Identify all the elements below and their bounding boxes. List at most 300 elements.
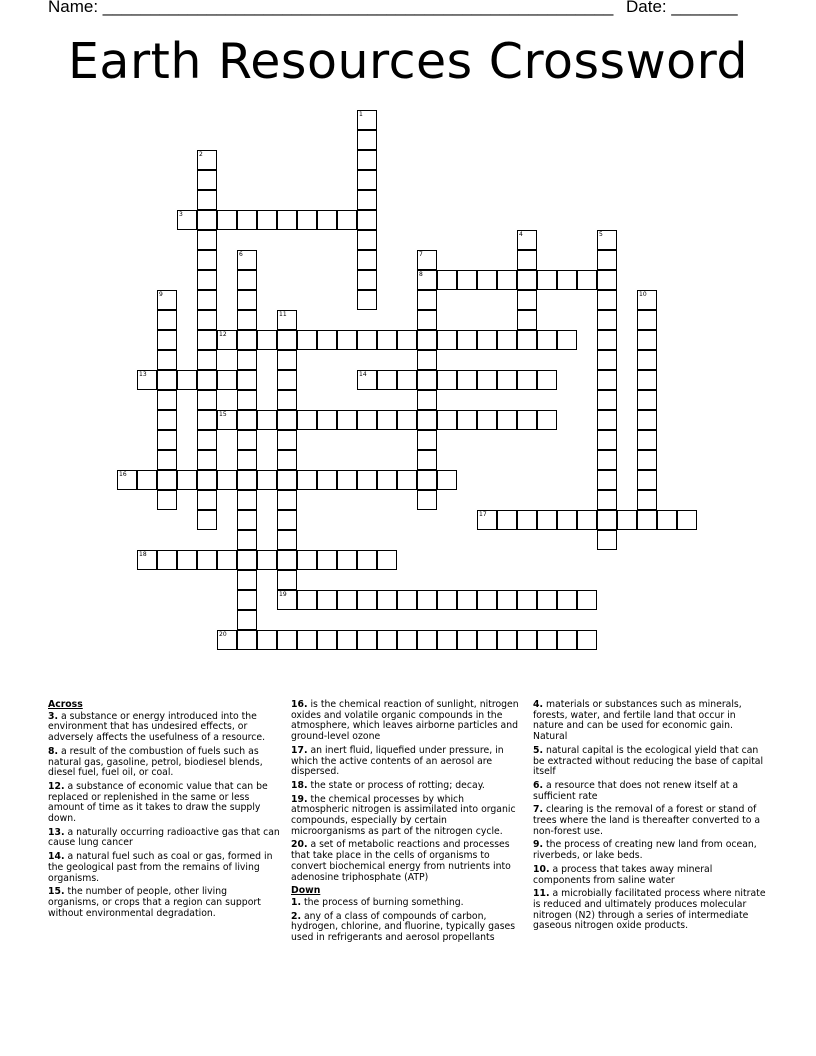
grid-cell[interactable]	[217, 210, 237, 230]
grid-cell[interactable]	[637, 370, 657, 390]
grid-cell[interactable]	[537, 410, 557, 430]
grid-cell[interactable]	[537, 630, 557, 650]
grid-cell[interactable]	[597, 230, 617, 250]
grid-cell[interactable]	[517, 590, 537, 610]
clue-number: 18	[139, 551, 147, 558]
grid-cell[interactable]	[557, 590, 577, 610]
grid-cell[interactable]	[337, 590, 357, 610]
grid-cell[interactable]	[297, 590, 317, 610]
grid-cell[interactable]	[377, 630, 397, 650]
grid-cell[interactable]	[277, 450, 297, 470]
grid-cell[interactable]	[497, 410, 517, 430]
clue-number: 13	[139, 371, 147, 378]
grid-cell[interactable]	[217, 550, 237, 570]
grid-cell[interactable]	[157, 310, 177, 330]
grid-cell[interactable]	[317, 630, 337, 650]
across-heading: Across	[48, 699, 83, 710]
grid-cell[interactable]	[597, 450, 617, 470]
clue-text: is the chemical reaction of sunlight, nitrogen oxides and volatile organic compounds in the atmosphere, which leaves airborne particles and ground-level ozone	[291, 699, 519, 743]
grid-cell[interactable]	[377, 550, 397, 570]
grid-cell[interactable]	[277, 410, 297, 430]
clue-across-3	[48, 712, 280, 744]
grid-cell[interactable]	[237, 390, 257, 410]
grid-cell[interactable]	[277, 430, 297, 450]
grid-cell[interactable]	[677, 510, 697, 530]
clue-number: 19	[279, 591, 287, 598]
grid-cell[interactable]	[637, 350, 657, 370]
grid-cell[interactable]	[337, 630, 357, 650]
grid-cell[interactable]	[397, 470, 417, 490]
clue-across-13	[48, 828, 280, 849]
grid-cell[interactable]	[277, 330, 297, 350]
grid-cell[interactable]	[597, 270, 617, 290]
clue-across-14	[48, 852, 280, 884]
grid-cell[interactable]	[237, 470, 257, 490]
grid-cell[interactable]	[477, 630, 497, 650]
grid-cell[interactable]	[237, 270, 257, 290]
grid-cell[interactable]	[437, 270, 457, 290]
clue-number: 11	[279, 311, 287, 318]
grid-cell[interactable]	[237, 350, 257, 370]
grid-cell[interactable]	[237, 450, 257, 470]
grid-cell[interactable]	[197, 350, 217, 370]
grid-cell[interactable]	[597, 330, 617, 350]
grid-cell[interactable]	[597, 410, 617, 430]
grid-cell[interactable]	[157, 330, 177, 350]
grid-cell[interactable]	[477, 590, 497, 610]
clue-text: an inert fluid, liquefied under pressure, in which the active contents of an aerosol are dispersed.	[291, 744, 504, 778]
clue-text: a result of the combustion of fuels such as natural gas, gasoline, petrol, biodiesel blends, diesel fuel, fuel oil, or coal.	[48, 745, 263, 779]
clue-down-10	[533, 865, 769, 886]
grid-cell[interactable]	[617, 510, 637, 530]
clue-across-18	[291, 781, 523, 792]
grid-cell[interactable]	[237, 590, 257, 610]
grid-cell[interactable]	[197, 330, 217, 350]
grid-cell[interactable]	[177, 470, 197, 490]
grid-cell[interactable]	[417, 350, 437, 370]
grid-cell[interactable]	[357, 330, 377, 350]
grid-cell[interactable]	[417, 470, 437, 490]
grid-cell[interactable]	[437, 470, 457, 490]
clue-number: 7	[419, 251, 423, 258]
clue-down-11	[533, 889, 769, 932]
clue-text: a natural fuel such as coal or gas, formed in the geological past from the remains of living organisms.	[48, 851, 273, 884]
grid-cell[interactable]	[197, 390, 217, 410]
grid-cell[interactable]	[297, 330, 317, 350]
grid-cell[interactable]	[657, 510, 677, 530]
grid-cell[interactable]	[597, 430, 617, 450]
grid-cell[interactable]	[157, 430, 177, 450]
grid-cell[interactable]	[417, 430, 437, 450]
grid-cell[interactable]	[217, 370, 237, 390]
grid-cell[interactable]	[197, 510, 217, 530]
grid-cell[interactable]	[417, 250, 437, 270]
grid-cell[interactable]	[357, 370, 377, 390]
grid-cell[interactable]	[497, 510, 517, 530]
grid-cell[interactable]	[417, 630, 437, 650]
grid-cell[interactable]	[597, 530, 617, 550]
grid-cell[interactable]	[597, 490, 617, 510]
clue-across-20	[291, 840, 523, 883]
clue-number-label: 12.	[48, 780, 65, 792]
grid-cell[interactable]	[357, 550, 377, 570]
grid-cell[interactable]	[417, 370, 437, 390]
grid-cell[interactable]	[197, 450, 217, 470]
grid-cell[interactable]	[237, 510, 257, 530]
grid-cell[interactable]	[437, 370, 457, 390]
grid-cell[interactable]	[517, 630, 537, 650]
grid-cell[interactable]	[417, 390, 437, 410]
grid-cell[interactable]	[357, 230, 377, 250]
grid-cell[interactable]	[517, 370, 537, 390]
grid-cell[interactable]	[197, 430, 217, 450]
grid-cell[interactable]	[517, 290, 537, 310]
grid-cell[interactable]	[537, 590, 557, 610]
grid-cell[interactable]	[597, 470, 617, 490]
grid-cell[interactable]	[457, 330, 477, 350]
grid-cell[interactable]	[457, 630, 477, 650]
grid-cell[interactable]	[477, 510, 497, 530]
grid-cell[interactable]	[237, 290, 257, 310]
grid-cell[interactable]	[297, 210, 317, 230]
grid-cell[interactable]	[357, 250, 377, 270]
grid-cell[interactable]	[417, 410, 437, 430]
grid-cell[interactable]	[277, 590, 297, 610]
clues-column-2	[291, 700, 523, 947]
grid-cell[interactable]	[597, 370, 617, 390]
grid-cell[interactable]	[517, 410, 537, 430]
clue-across-15	[48, 887, 280, 919]
grid-cell[interactable]	[497, 590, 517, 610]
grid-cell[interactable]	[457, 370, 477, 390]
grid-cell[interactable]	[477, 370, 497, 390]
clue-text: a substance of economic value that can be replaced or replenished in the same or less amount of time as it takes to draw the supply down.	[48, 780, 268, 825]
grid-cell[interactable]	[357, 410, 377, 430]
grid-cell[interactable]	[257, 630, 277, 650]
grid-cell[interactable]	[157, 350, 177, 370]
grid-cell[interactable]	[637, 510, 657, 530]
grid-cell[interactable]	[337, 210, 357, 230]
grid-cell[interactable]	[157, 410, 177, 430]
grid-cell[interactable]	[557, 270, 577, 290]
grid-cell[interactable]	[517, 510, 537, 530]
grid-cell[interactable]	[277, 550, 297, 570]
grid-cell[interactable]	[137, 370, 157, 390]
date-field[interactable]: Date: _______	[626, 0, 738, 16]
grid-cell[interactable]	[497, 370, 517, 390]
clue-number: 6	[239, 251, 243, 258]
clue-number: 12	[219, 331, 227, 338]
grid-cell[interactable]	[237, 250, 257, 270]
grid-cell[interactable]	[417, 290, 437, 310]
grid-cell[interactable]	[557, 330, 577, 350]
grid-cell[interactable]	[217, 330, 237, 350]
grid-cell[interactable]	[417, 590, 437, 610]
grid-cell[interactable]	[517, 230, 537, 250]
grid-cell[interactable]	[177, 370, 197, 390]
grid-cell[interactable]	[417, 270, 437, 290]
grid-cell[interactable]	[237, 430, 257, 450]
grid-cell[interactable]	[197, 250, 217, 270]
grid-cell[interactable]	[157, 290, 177, 310]
grid-cell[interactable]	[577, 510, 597, 530]
grid-cell[interactable]	[237, 570, 257, 590]
clue-text: a set of metabolic reactions and processes that take place in the cells of organisms to convert biochemical energy from nutrients into adenosine triphosphate (ATP)	[291, 839, 511, 883]
grid-cell[interactable]	[597, 290, 617, 310]
grid-cell[interactable]	[357, 590, 377, 610]
grid-cell[interactable]	[157, 370, 177, 390]
grid-cell[interactable]	[277, 490, 297, 510]
grid-cell[interactable]	[237, 630, 257, 650]
grid-cell[interactable]	[517, 330, 537, 350]
grid-cell[interactable]	[637, 290, 657, 310]
clue-number: 2	[199, 151, 203, 158]
grid-cell[interactable]	[337, 550, 357, 570]
down-heading: Down	[291, 885, 321, 897]
grid-cell[interactable]	[357, 290, 377, 310]
clue-number-label: 11.	[533, 888, 550, 900]
grid-cell[interactable]	[277, 530, 297, 550]
grid-cell[interactable]	[237, 210, 257, 230]
grid-cell[interactable]	[457, 410, 477, 430]
grid-cell[interactable]	[637, 450, 657, 470]
grid-cell[interactable]	[497, 330, 517, 350]
grid-cell[interactable]	[277, 390, 297, 410]
grid-cell[interactable]	[437, 330, 457, 350]
clue-down-2	[291, 912, 523, 944]
clue-number: 4	[519, 231, 523, 238]
clue-number: 15	[219, 411, 227, 418]
grid-cell[interactable]	[197, 470, 217, 490]
grid-cell[interactable]	[197, 410, 217, 430]
clue-across-8	[48, 747, 280, 779]
grid-cell[interactable]	[277, 510, 297, 530]
grid-cell[interactable]	[257, 330, 277, 350]
grid-cell[interactable]	[597, 310, 617, 330]
grid-cell[interactable]	[317, 550, 337, 570]
grid-cell[interactable]	[197, 230, 217, 250]
grid-cell[interactable]	[157, 390, 177, 410]
clue-number: 20	[219, 631, 227, 638]
clue-number-label: 3.	[48, 710, 59, 722]
grid-cell[interactable]	[437, 590, 457, 610]
clues-column-3	[533, 700, 769, 935]
clue-down-4	[533, 700, 769, 743]
grid-cell[interactable]	[317, 470, 337, 490]
grid-cell[interactable]	[177, 550, 197, 570]
grid-cell[interactable]	[477, 410, 497, 430]
grid-cell[interactable]	[377, 410, 397, 430]
grid-cell[interactable]	[437, 410, 457, 430]
grid-cell[interactable]	[357, 150, 377, 170]
grid-cell[interactable]	[377, 470, 397, 490]
grid-cell[interactable]	[357, 130, 377, 150]
clues-column-1	[48, 700, 280, 922]
grid-cell[interactable]	[137, 470, 157, 490]
grid-cell[interactable]	[237, 310, 257, 330]
clue-number-label: 6.	[533, 779, 544, 791]
clue-number: 10	[639, 291, 647, 298]
grid-cell[interactable]	[317, 210, 337, 230]
grid-cell[interactable]	[217, 630, 237, 650]
grid-cell[interactable]	[257, 470, 277, 490]
grid-cell[interactable]	[157, 450, 177, 470]
clue-number: 8	[419, 271, 423, 278]
clue-text: any of a class of compounds of carbon, hydrogen, chlorine, and fluorine, typically gases used in refrigerants and aerosol propellants	[291, 910, 516, 944]
clue-text: the state or process of rotting; decay.	[307, 779, 485, 791]
grid-cell[interactable]	[297, 470, 317, 490]
clue-number-label: 19.	[291, 793, 308, 805]
grid-cell[interactable]	[637, 490, 657, 510]
clue-number-label: 17.	[291, 744, 308, 756]
grid-cell[interactable]	[317, 410, 337, 430]
grid-cell[interactable]	[597, 390, 617, 410]
clue-number-label: 20.	[291, 839, 308, 851]
clue-down-9	[533, 840, 769, 861]
grid-cell[interactable]	[157, 550, 177, 570]
grid-cell[interactable]	[577, 590, 597, 610]
grid-cell[interactable]	[137, 550, 157, 570]
grid-cell[interactable]	[257, 410, 277, 430]
grid-cell[interactable]	[197, 170, 217, 190]
name-field[interactable]: Name: ______________________________________________________	[48, 0, 614, 16]
grid-cell[interactable]	[157, 470, 177, 490]
grid-cell[interactable]	[417, 450, 437, 470]
grid-cell[interactable]	[277, 310, 297, 330]
grid-cell[interactable]	[637, 390, 657, 410]
grid-cell[interactable]	[597, 510, 617, 530]
grid-cell[interactable]	[277, 630, 297, 650]
grid-cell[interactable]	[277, 370, 297, 390]
grid-cell[interactable]	[217, 410, 237, 430]
grid-cell[interactable]	[357, 470, 377, 490]
grid-cell[interactable]	[457, 270, 477, 290]
grid-cell[interactable]	[517, 250, 537, 270]
clue-number: 16	[119, 471, 127, 478]
grid-cell[interactable]	[157, 490, 177, 510]
grid-cell[interactable]	[237, 550, 257, 570]
clue-number: 9	[159, 291, 163, 298]
grid-cell[interactable]	[317, 590, 337, 610]
grid-cell[interactable]	[417, 330, 437, 350]
grid-cell[interactable]	[637, 430, 657, 450]
grid-cell[interactable]	[357, 190, 377, 210]
grid-cell[interactable]	[437, 630, 457, 650]
grid-cell[interactable]	[637, 410, 657, 430]
clue-number: 5	[599, 231, 603, 238]
grid-cell[interactable]	[357, 630, 377, 650]
grid-cell[interactable]	[237, 330, 257, 350]
grid-cell[interactable]	[537, 510, 557, 530]
grid-cell[interactable]	[557, 510, 577, 530]
grid-cell[interactable]	[237, 410, 257, 430]
grid-cell[interactable]	[597, 250, 617, 270]
grid-cell[interactable]	[337, 410, 357, 430]
clue-text: a process that takes away mineral components from saline water	[533, 863, 713, 886]
grid-cell[interactable]	[297, 550, 317, 570]
grid-cell[interactable]	[497, 270, 517, 290]
clue-down-5	[533, 746, 769, 778]
grid-cell[interactable]	[537, 330, 557, 350]
grid-cell[interactable]	[197, 490, 217, 510]
grid-cell[interactable]	[197, 370, 217, 390]
grid-cell[interactable]	[477, 270, 497, 290]
grid-cell[interactable]	[197, 190, 217, 210]
grid-cell[interactable]	[217, 470, 237, 490]
clue-text: the process of creating new land from ocean, riverbeds, or lake beds.	[533, 839, 757, 862]
grid-cell[interactable]	[197, 270, 217, 290]
grid-cell[interactable]	[637, 470, 657, 490]
grid-cell[interactable]	[197, 210, 217, 230]
clue-number-label: 9.	[533, 839, 544, 851]
grid-cell[interactable]	[117, 470, 137, 490]
grid-cell[interactable]	[197, 290, 217, 310]
grid-cell[interactable]	[337, 330, 357, 350]
grid-cell[interactable]	[377, 330, 397, 350]
clue-text: clearing is the removal of a forest or stand of trees where the land is thereafter converted to a non-forest use.	[533, 804, 761, 837]
grid-cell[interactable]	[637, 330, 657, 350]
clue-number-label: 15.	[48, 886, 65, 898]
grid-cell[interactable]	[177, 210, 197, 230]
grid-cell[interactable]	[517, 270, 537, 290]
grid-cell[interactable]	[317, 330, 337, 350]
grid-cell[interactable]	[357, 210, 377, 230]
grid-cell[interactable]	[257, 550, 277, 570]
grid-cell[interactable]	[397, 410, 417, 430]
grid-cell[interactable]	[337, 470, 357, 490]
grid-cell[interactable]	[637, 310, 657, 330]
grid-cell[interactable]	[477, 330, 497, 350]
grid-cell[interactable]	[417, 490, 437, 510]
grid-cell[interactable]	[237, 530, 257, 550]
clue-across-17	[291, 746, 523, 778]
grid-cell[interactable]	[357, 110, 377, 130]
grid-cell[interactable]	[197, 310, 217, 330]
grid-cell[interactable]	[277, 470, 297, 490]
grid-cell[interactable]	[537, 370, 557, 390]
grid-cell[interactable]	[377, 590, 397, 610]
grid-cell[interactable]	[397, 590, 417, 610]
grid-cell[interactable]	[197, 150, 217, 170]
grid-cell[interactable]	[577, 630, 597, 650]
grid-cell[interactable]	[417, 310, 437, 330]
grid-cell[interactable]	[457, 590, 477, 610]
grid-cell[interactable]	[397, 330, 417, 350]
grid-cell[interactable]	[517, 310, 537, 330]
grid-cell[interactable]	[397, 370, 417, 390]
grid-cell[interactable]	[277, 350, 297, 370]
clue-number-label: 8.	[48, 745, 59, 757]
grid-cell[interactable]	[237, 490, 257, 510]
grid-cell[interactable]	[597, 350, 617, 370]
grid-cell[interactable]	[497, 630, 517, 650]
grid-cell[interactable]	[357, 270, 377, 290]
grid-cell[interactable]	[297, 410, 317, 430]
grid-cell[interactable]	[197, 550, 217, 570]
grid-cell[interactable]	[397, 630, 417, 650]
grid-cell[interactable]	[377, 370, 397, 390]
grid-cell[interactable]	[257, 210, 277, 230]
grid-cell[interactable]	[557, 630, 577, 650]
grid-cell[interactable]	[537, 270, 557, 290]
grid-cell[interactable]	[237, 370, 257, 390]
grid-cell[interactable]	[297, 630, 317, 650]
grid-cell[interactable]	[237, 610, 257, 630]
grid-cell[interactable]	[357, 170, 377, 190]
grid-cell[interactable]	[577, 270, 597, 290]
grid-cell[interactable]	[277, 210, 297, 230]
grid-cell[interactable]	[277, 570, 297, 590]
